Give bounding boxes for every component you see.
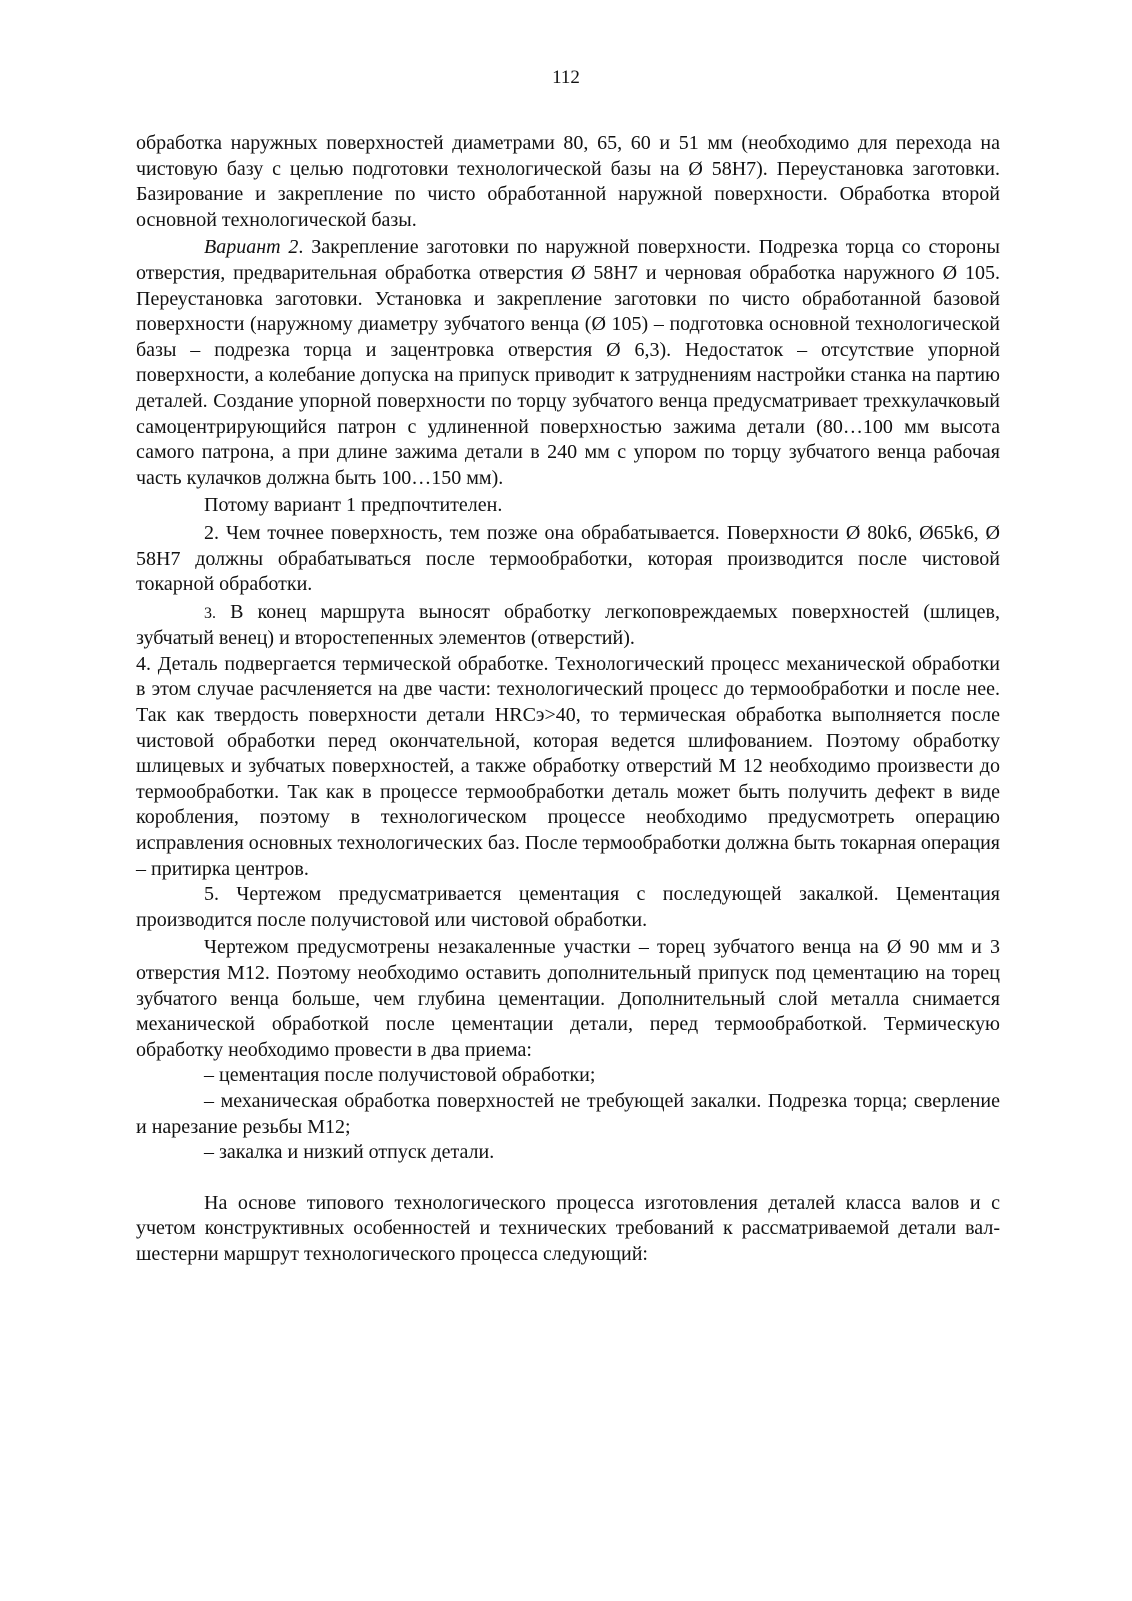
paragraph-item-5: 5. Чертежом предусматривается цементация с последующей закалкой. Цементация производится после получистовой или чистовой обработки. <box>136 883 1000 931</box>
variant-2-text: . Закрепление заготовки по наружной поверхности. Подрезка торца со стороны отверстия, предварительная обработка отверстия Ø 58H7 и черновая обработка наружного Ø 105. Переустановка заготовки. Установка и закрепление заготовки по чисто обработанной базовой поверхности (наружному диаметру зубчатого венца (Ø 105) – подготовка основной технологической базы – подрезка торца и зацентровка отверстия Ø 6,3). Недостаток – отсутствие упорной поверхности, а колебание допуска на припуск приводит к затруднениям настройки станка на партию деталей. Создание упорной поверхности по торцу зубчатого венца предусматривает трехкулачковый самоцентрирующийся патрон с удлиненной поверхностью зажима детали (80…100 мм высота самого патрона, а при длине зажима детали в 240 мм с упором по торцу зубчатого венца рабочая часть кулачков должна быть 100…150 мм). <box>136 236 1000 489</box>
paragraph-conclusion: Потому вариант 1 предпочтителен. <box>204 494 503 517</box>
paragraph-item-2: 2. Чем точнее поверхность, тем позже она обрабатывается. Поверхности Ø 80k6, Ø65k6, Ø 58H7 должны обрабатываться после термообработки, которая производится после чистовой токарной обработки. <box>136 521 1000 596</box>
item-3-number: 3. <box>204 604 216 622</box>
paragraph-1: обработка наружных поверхностей диаметрами 80, 65, 60 и 51 мм (необходимо для перехода на чистовую базу с целью подготовки технологической базы на Ø 58H7). Переустановка заготовки. Базирование и закрепление по чисто обработанной наружной поверхности. Обработка второй основной технологической базы. <box>136 132 1000 231</box>
paragraph-item-3 <box>136 600 1000 652</box>
list-item-cementation: – цементация после получистовой обработки; <box>204 1064 596 1087</box>
page-body <box>136 131 1000 1268</box>
variant-2-label: Вариант 2 <box>204 236 299 259</box>
paragraph-drawing: Чертежом предусмотрены незакаленные участки – торец зубчатого венца на Ø 90 мм и 3 отверстия М12. Поэтому необходимо оставить дополнительный припуск под цементацию на торец зубчатого венца больше, чем глубина цементации. Дополнительный слой металла снимается механической обработкой после цементации детали, перед термообработкой. Термическую обработку необходимо провести в два приема: <box>136 936 1000 1061</box>
item-3-text: В конец маршрута выносят обработку легкоповреждаемых поверхностей (шлицев, зубчатый венец) и второстепенных элементов (отверстий). <box>136 600 1000 650</box>
page-number: 112 <box>552 67 580 88</box>
paragraph-item-4: 4. Деталь подвергается термической обработке. Технологический процесс механической обработки в этом случае расчленяется на две части: технологический процесс до термообработки и после нее. Так как твердость поверхности детали HRCэ>40, то термическая обработка выполняется после чистовой обработки перед окончательной, которая ведется шлифованием. Поэтому обработку шлицевых и зубчатых поверхностей, а также обработку отверстий М 12 необходимо произвести до термообработки. Так как в процессе термообработки деталь может быть получить дефект в виде коробления, поэтому в технологическом процессе необходимо предусмотреть операцию исправления основных технологических баз. После термообработки должна быть токарная операция – притирка центров. <box>136 652 1000 880</box>
paragraph-route-intro: На основе типового технологического процесса изготовления деталей класса валов и с учетом конструктивных особенностей и технических требований к рассматриваемой детали вал-шестерни маршрут технологического процесса следующий: <box>136 1191 1000 1265</box>
list-item-machining: – механическая обработка поверхностей не требующей закалки. Подрезка торца; сверление и нарезание резьбы М12; <box>136 1089 1000 1138</box>
list-item-hardening: – закалка и низкий отпуск детали. <box>204 1141 495 1164</box>
paragraph-variant-2 <box>136 235 1000 491</box>
